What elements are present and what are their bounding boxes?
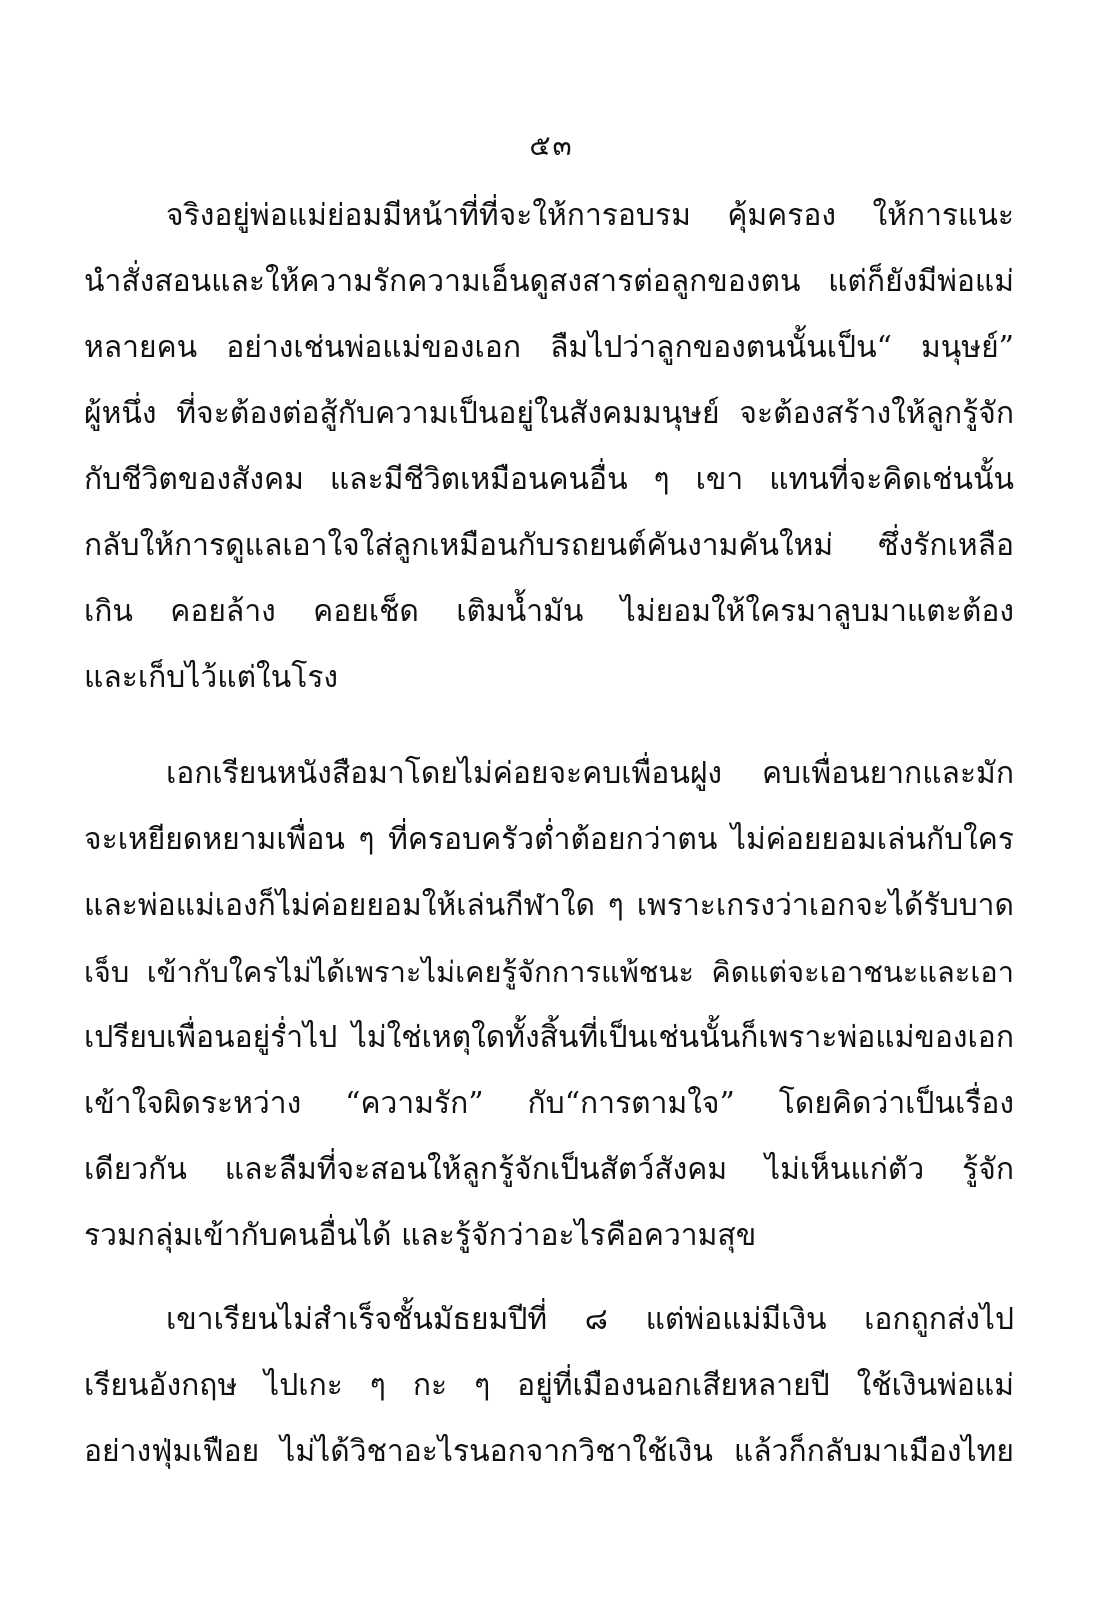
paragraph-1-line-2: นำสั่งสอนและให้ความรักความเอ็นดูสงสารต่อลูกของตน แต่ก็ยังมีพ่อแม่ <box>84 264 1014 299</box>
paragraph-2-line-2: จะเหยียดหยามเพื่อน ๆ ที่ครอบครัวต่ำต้อยกว่าตน ไม่ค่อยยอมเล่นกับใคร <box>84 822 1014 857</box>
paragraph-3-line-3: อย่างฟุ่มเฟือย ไม่ได้วิชาอะไรนอกจากวิชาใช้เงิน แล้วก็กลับมาเมืองไทย <box>84 1434 1014 1469</box>
paragraph-1-line-7: เกิน คอยล้าง คอยเช็ด เติมน้ำมัน ไม่ยอมให้ใครมาลูบมาแตะต้อง <box>84 594 1014 629</box>
paragraph-2-line-8: รวมกลุ่มเข้ากับคนอื่นได้ และรู้จักว่าอะไรคือความสุข <box>84 1218 757 1253</box>
paragraph-2-line-1: เอกเรียนหนังสือมาโดยไม่ค่อยจะคบเพื่อนฝูง คบเพื่อนยากและมัก <box>166 756 1014 791</box>
paragraph-2-line-4: เจ็บ เข้ากับใครไม่ได้เพราะไม่เคยรู้จักการแพ้ชนะ คิดแต่จะเอาชนะและเอา <box>84 955 1014 989</box>
paragraph-1-line-3: หลายคน อย่างเช่นพ่อแม่ของเอก ลืมไปว่าลูกของตนนั้นเป็น“ มนุษย์” <box>84 330 1014 365</box>
paragraph-1-line-5: กับชีวิตของสังคม และมีชีวิตเหมือนคนอื่น ๆ เขา แทนที่จะคิดเช่นนั้น <box>84 462 1014 497</box>
paragraph-1-line-8: และเก็บไว้แต่ในโรง <box>84 660 339 695</box>
paragraph-2-line-5: เปรียบเพื่อนอยู่ร่ำไป ไม่ใช่เหตุใดทั้งสิ้นที่เป็นเช่นนั้นก็เพราะพ่อแม่ของเอก <box>84 1020 1014 1055</box>
paragraph-2-line-7: เดียวกัน และลืมที่จะสอนให้ลูกรู้จักเป็นสัตว์สังคม ไม่เห็นแก่ตัว รู้จัก <box>84 1152 1014 1187</box>
paragraph-1-line-1: จริงอยู่พ่อแม่ย่อมมีหน้าที่ที่จะให้การอบรม คุ้มครอง ให้การแนะ <box>166 198 1014 233</box>
paragraph-2-line-3: และพ่อแม่เองก็ไม่ค่อยยอมให้เล่นกีฬาใด ๆ เพราะเกรงว่าเอกจะได้รับบาด <box>84 888 1014 923</box>
paragraph-1-line-6: กลับให้การดูแลเอาใจใส่ลูกเหมือนกับรถยนต์คันงามคันใหม่ ซึ่งรักเหลือ <box>84 528 1014 563</box>
paragraph-3-line-2: เรียนอังกฤษ ไปเกะ ๆ กะ ๆ อยู่ที่เมืองนอกเสียหลายปี ใช้เงินพ่อแม่ <box>84 1368 1014 1403</box>
page-number: ๕๓ <box>529 129 574 162</box>
paragraph-2-line-6: เข้าใจผิดระหว่าง “ความรัก” กับ“การตามใจ” โดยคิดว่าเป็นเรื่อง <box>84 1086 1014 1121</box>
paragraph-3-line-1: เขาเรียนไม่สำเร็จชั้นมัธยมปีที่ ๘ แต่พ่อแม่มีเงิน เอกถูกส่งไป <box>166 1302 1014 1337</box>
paragraph-1-line-4: ผู้หนึ่ง ที่จะต้องต่อสู้กับความเป็นอยู่ในสังคมมนุษย์ จะต้องสร้างให้ลูกรู้จัก <box>84 396 1014 431</box>
